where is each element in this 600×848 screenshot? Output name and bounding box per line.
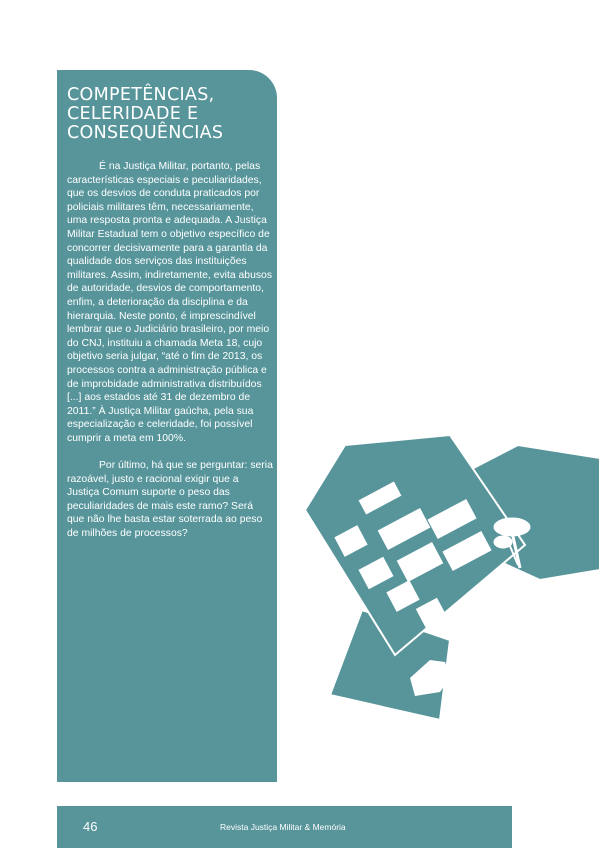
journal-name: Revista Justiça Militar & Memória — [220, 822, 346, 832]
title-line: CELERIDADE E — [67, 104, 199, 124]
paragraph: Por último, há que se perguntar: seria razoável, justo e racional exigir que a Justiça Comum suporte o peso das peculiaridades de mais este ramo? Será que não lhe basta estar soterrada ao peso de milhões de processos? — [67, 460, 273, 540]
article-body — [67, 160, 273, 554]
title-line: COMPETÊNCIAS, — [67, 85, 215, 105]
page-number: 46 — [83, 819, 98, 834]
article-title — [67, 86, 272, 143]
paragraph: É na Justiça Militar, portanto, pelas características especiais e peculiaridades, que os desvios de conduta praticados por policiais militares têm, necessariamente, uma resposta pronta e adequada. A Justiça Militar Estadual tem o objetivo específico de concorrer decisivamente para a garantia da qualidade dos serviços das instituições militares. Assim, indiretamente, evita abusos de autoridade, desvios de comportamento, enfim, a deterioração da disciplina e da hierarquia. Neste ponto, é imprescindível lembrar que o Judiciário brasileiro, por meio do CNJ, instituiu a chamada Meta 18, cujo objetivo seria julgar, “até o fim de 2013, os processos contra a administração pública e de improbidade administrativa distribuídos [...] aos estados até 31 de dezembro de 2011.” À Justiça Militar gaúcha, pela sua especialização e celeridade, foi possível cumprir a meta em 100%. — [67, 161, 273, 444]
building-illustration — [290, 340, 600, 720]
title-line: CONSEQUÊNCIAS — [67, 123, 224, 143]
